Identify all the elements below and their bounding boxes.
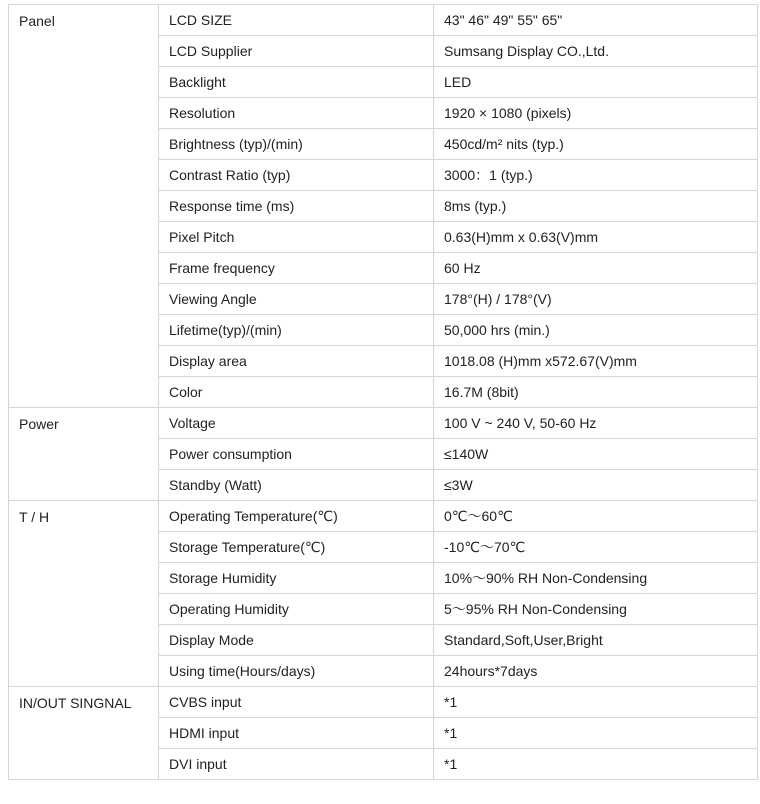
value-cell: 450cd/m² nits (typ.) xyxy=(434,129,758,160)
parameter-cell: Pixel Pitch xyxy=(159,222,434,253)
parameter-cell: Operating Humidity xyxy=(159,594,434,625)
parameter-cell: Storage Temperature(℃) xyxy=(159,532,434,563)
value-cell: 5～95% RH Non-Condensing xyxy=(434,594,758,625)
parameter-cell: Using time(Hours/days) xyxy=(159,656,434,687)
value-cell: Sumsang Display CO.,Ltd. xyxy=(434,36,758,67)
parameter-cell: Brightness (typ)/(min) xyxy=(159,129,434,160)
value-cell: *1 xyxy=(434,749,758,780)
parameter-cell: Power consumption xyxy=(159,439,434,470)
parameter-cell: CVBS input xyxy=(159,687,434,718)
parameter-cell: LCD SIZE xyxy=(159,5,434,36)
value-cell: 3000：1 (typ.) xyxy=(434,160,758,191)
parameter-cell: Standby (Watt) xyxy=(159,470,434,501)
value-cell: LED xyxy=(434,67,758,98)
parameter-cell: Operating Temperature(℃) xyxy=(159,501,434,532)
parameter-cell: Display Mode xyxy=(159,625,434,656)
value-cell: Standard,Soft,User,Bright xyxy=(434,625,758,656)
category-cell: IN/OUT SINGNAL xyxy=(9,687,159,780)
value-cell: ≤3W xyxy=(434,470,758,501)
value-cell: 43" 46" 49" 55" 65" xyxy=(434,5,758,36)
category-cell: Panel xyxy=(9,5,159,408)
table-row xyxy=(9,408,758,439)
value-cell: 16.7M (8bit) xyxy=(434,377,758,408)
value-cell: 10%～90% RH Non-Condensing xyxy=(434,563,758,594)
value-cell: 0.63(H)mm x 0.63(V)mm xyxy=(434,222,758,253)
table-row xyxy=(9,5,758,36)
parameter-cell: Viewing Angle xyxy=(159,284,434,315)
parameter-cell: Voltage xyxy=(159,408,434,439)
value-cell: -10℃～70℃ xyxy=(434,532,758,563)
value-cell: *1 xyxy=(434,718,758,749)
parameter-cell: Contrast Ratio (typ) xyxy=(159,160,434,191)
parameter-cell: Color xyxy=(159,377,434,408)
table-row xyxy=(9,687,758,718)
spec-table xyxy=(8,4,758,780)
value-cell: ≤140W xyxy=(434,439,758,470)
value-cell: 60 Hz xyxy=(434,253,758,284)
value-cell: 1920 × 1080 (pixels) xyxy=(434,98,758,129)
value-cell: 100 V ~ 240 V, 50-60 Hz xyxy=(434,408,758,439)
value-cell: 24hours*7days xyxy=(434,656,758,687)
parameter-cell: Lifetime(typ)/(min) xyxy=(159,315,434,346)
parameter-cell: LCD Supplier xyxy=(159,36,434,67)
parameter-cell: Storage Humidity xyxy=(159,563,434,594)
value-cell: *1 xyxy=(434,687,758,718)
category-cell: T / H xyxy=(9,501,159,687)
value-cell: 1018.08 (H)mm x572.67(V)mm xyxy=(434,346,758,377)
table-row xyxy=(9,501,758,532)
parameter-cell: Response time (ms) xyxy=(159,191,434,222)
parameter-cell: DVI input xyxy=(159,749,434,780)
category-cell: Power xyxy=(9,408,159,501)
parameter-cell: HDMI input xyxy=(159,718,434,749)
parameter-cell: Frame frequency xyxy=(159,253,434,284)
value-cell: 0℃～60℃ xyxy=(434,501,758,532)
value-cell: 50,000 hrs (min.) xyxy=(434,315,758,346)
parameter-cell: Backlight xyxy=(159,67,434,98)
parameter-cell: Resolution xyxy=(159,98,434,129)
value-cell: 8ms (typ.) xyxy=(434,191,758,222)
value-cell: 178°(H) / 178°(V) xyxy=(434,284,758,315)
spec-table-body xyxy=(9,5,758,780)
parameter-cell: Display area xyxy=(159,346,434,377)
